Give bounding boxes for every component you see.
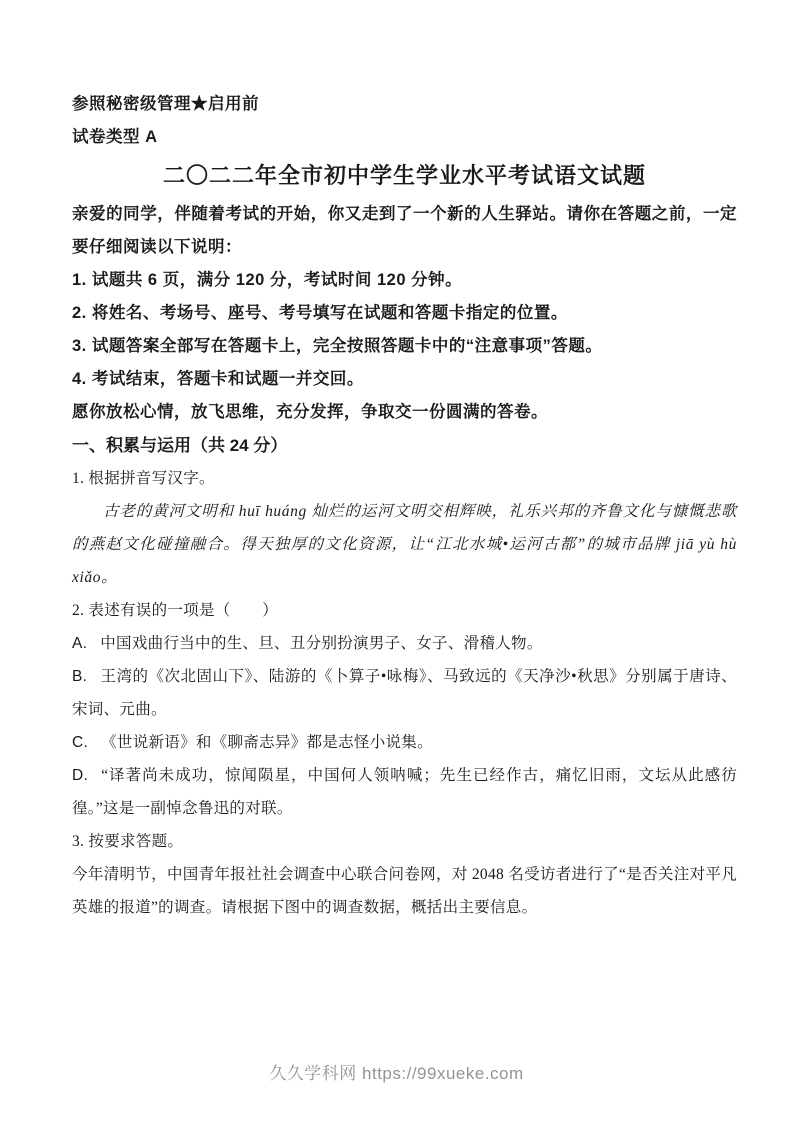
question2-stem: 2. 表述有误的一项是（ ） [72, 602, 279, 619]
section1-heading: 一、积累与运用（共 24 分） [72, 436, 288, 455]
question2-option-c [72, 726, 737, 759]
question2-option-b [72, 660, 737, 726]
option-label: D. [72, 767, 89, 784]
option-text: 中国戏曲行当中的生、旦、丑分别扮演男子、女子、滑稽人物。 [100, 635, 543, 652]
question1-stem: 1. 根据拼音写汉字。 [72, 470, 215, 487]
page-title: 二〇二二年全市初中学生学业水平考试语文试题 [162, 163, 646, 188]
watermark-footer: 久久学科网 https://99xueke.com [269, 1064, 524, 1083]
option-label: C. [72, 734, 89, 751]
instruction-item-1: 1. 试题共 6 页，满分 120 分，考试时间 120 分钟。 [72, 271, 463, 289]
classification-line: 参照秘密级管理★启用前 [72, 95, 259, 113]
option-text: “译著尚未成功，惊闻陨星，中国何人领呐喊；先生已经作古，痛忆旧雨，文坛从此感彷徨。”这是一副悼念鲁迅的对联。 [72, 767, 737, 817]
instruction-item-3: 3. 试题答案全部写在答题卡上，完全按照答题卡中的“注意事项”答题。 [72, 337, 603, 355]
question3-passage: 今年清明节，中国青年报社社会调查中心联合问卷网，对 2048 名受访者进行了“是否关注对平凡英雄的报道”的调查。请根据下图中的调查数据，概括出主要信息。 [72, 866, 737, 916]
option-text: 《世说新语》和《聊斋志异》都是志怪小说集。 [101, 734, 433, 751]
option-text: 王湾的《次北固山下》、陆游的《卜算子•咏梅》、马致远的《天净沙•秋思》分别属于唐诗、宋词、元曲。 [72, 668, 737, 718]
question2-option-d [72, 759, 737, 825]
paper-type-line: 试卷类型 A [72, 128, 158, 146]
intro-paragraph: 亲爱的同学，伴随着考试的开始，你又走到了一个新的人生驿站。请你在答题之前，一定要仔细阅读以下说明： [72, 205, 737, 256]
wish-line: 愿你放松心情，放飞思维，充分发挥，争取交一份圆满的答卷。 [72, 403, 548, 421]
question3-stem: 3. 按要求答题。 [72, 833, 184, 850]
question1-passage: 古老的黄河文明和 huī huáng 灿烂的运河文明交相辉映，礼乐兴邦的齐鲁文化与慷慨悲歌的燕赵文化碰撞融合。得天独厚的文化资源，让“江北水城•运河古都”的城市品牌 jiā yù hù xiǎo。 [72, 503, 737, 586]
option-label: A. [72, 635, 88, 652]
option-label: B. [72, 668, 88, 685]
instruction-item-2: 2. 将姓名、考场号、座号、考号填写在试题和答题卡指定的位置。 [72, 304, 568, 322]
instruction-item-4: 4. 考试结束，答题卡和试题一并交回。 [72, 370, 364, 388]
question2-option-a [72, 627, 737, 660]
